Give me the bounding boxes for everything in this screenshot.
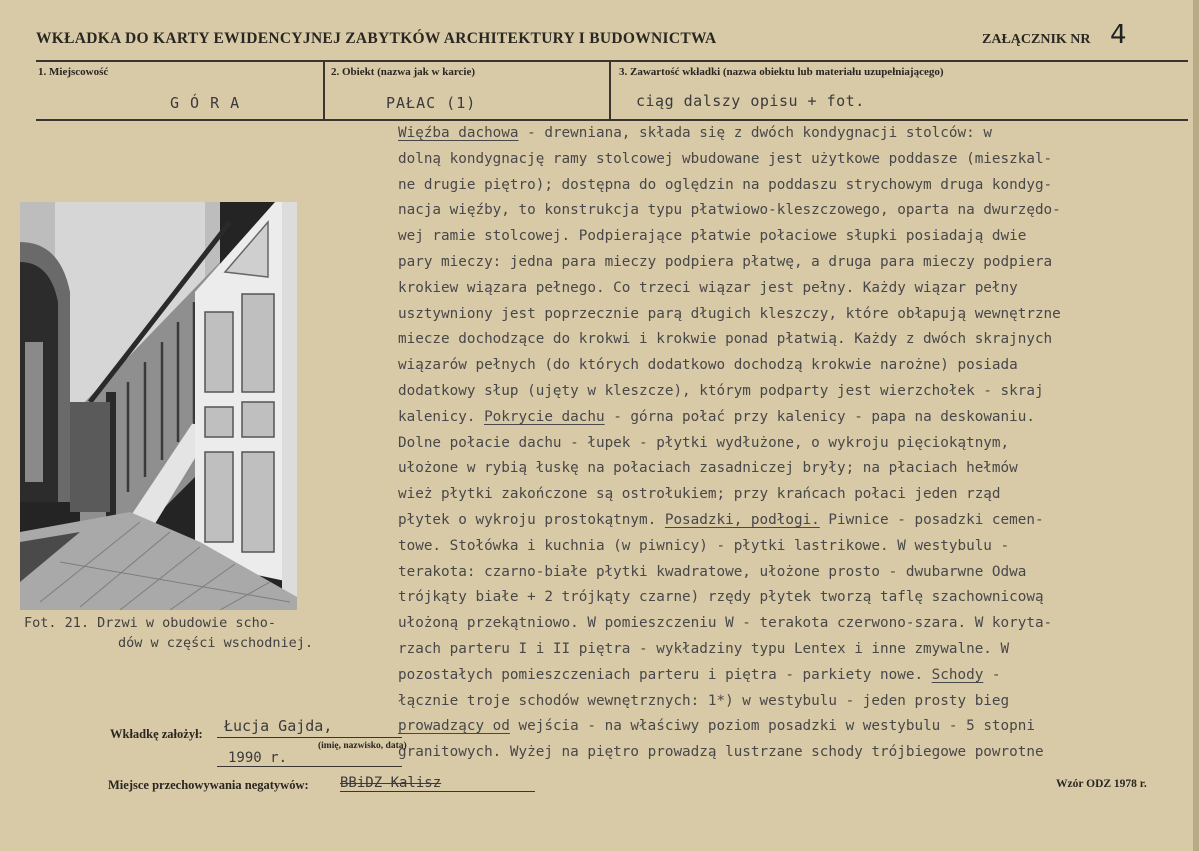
form-model: Wzór ODZ 1978 r. <box>1056 778 1147 790</box>
underlined-heading: Schody <box>931 666 984 683</box>
author-sublabel: (imię, nazwisko, data) <box>318 741 407 751</box>
underlined-heading: prowadzący od <box>398 718 510 735</box>
text-run: - górna połać przy kalenicy - papa na deskowaniu. <box>604 408 1035 425</box>
text-run: granitowych. Wyżej na piętro prowadzą lustrzane schody trójbiegowe powrotne <box>398 744 1044 761</box>
obiekt-label: 2. Obiekt (nazwa jak w karcie) <box>331 66 476 78</box>
text-run: - <box>983 666 1001 683</box>
text-run: dolną kondygnację ramy stolcowej wbudowane jest użytkowe poddasze (mieszkal- <box>398 150 1053 167</box>
text-run: terakota: czarno-białe płytki kwadratowe, ułożone prosto - dwubarwne Odwa <box>398 563 1027 580</box>
card-edge <box>1193 0 1199 851</box>
text-run: usztywniony jest poprzecznie parą długich kleszczy, które obłapują wewnętrzne <box>398 305 1061 322</box>
text-run: płytek o wykroju prostokątnym. <box>398 511 665 528</box>
text-run: wież płytki zakończone są ostrołukiem; przy krańcach połaci jeden rząd <box>398 486 1001 503</box>
negatives-value: BBiDZ Kalisz <box>340 775 442 791</box>
author-label: Wkładkę założył: <box>110 727 203 741</box>
text-run: wiązarów pełnych (do których dodatkowo dochodzą krokwie narożne) posiada <box>398 357 1018 374</box>
negatives-label: Miejsce przechowywania negatywów: <box>108 778 309 792</box>
staircase-door-photo <box>20 202 297 610</box>
header-top-rule <box>36 60 1188 62</box>
description-line <box>398 198 1173 224</box>
description-line <box>398 276 1173 302</box>
miejscowosc-value: G Ó R A <box>170 94 241 112</box>
author-name-line <box>217 737 402 738</box>
description-line <box>398 740 1173 766</box>
description-line <box>398 585 1173 611</box>
text-run: ułożone w rybią łuskę na połaciach zasadniczej bryły; na płaciach hełmów <box>398 460 1018 477</box>
underlined-heading: Więźba dachowa <box>398 125 519 141</box>
text-run: nacja więźby, to konstrukcja typu płatwiowo-kleszczowego, oparta na dwurzędo- <box>398 202 1061 219</box>
text-run: Dolne połacie dachu - łupek - płytki wydłużone, o wykroju pięciokątnym, <box>398 434 1010 451</box>
description-line <box>398 663 1173 689</box>
text-run: miecze dochodzące do krokwi i krokwie ponad płatwią. Każdy z dwóch skrajnych <box>398 331 1053 348</box>
text-run: - drewniana, składa się z dwóch kondygnacji stolców: w <box>518 125 992 141</box>
field-divider-1 <box>323 60 325 120</box>
description-line <box>398 534 1173 560</box>
description-line <box>398 173 1173 199</box>
attachment-number: 4 <box>1110 20 1127 50</box>
negatives-line <box>340 791 535 792</box>
description-line <box>398 689 1173 715</box>
description-line <box>398 121 1173 147</box>
attachment-label: ZAŁĄCZNIK NR <box>982 32 1091 47</box>
text-run: krokiew wiązara pełnego. Co trzeci wiązar jest pełny. Każdy wiązar pełny <box>398 279 1018 296</box>
text-run: rzach parteru I i II piętra - wykładziny typu Lentex i inne zmywalne. W <box>398 640 1010 657</box>
description-line <box>398 560 1173 586</box>
description-line <box>398 353 1173 379</box>
text-run: trójkąty białe + 2 trójkąty czarne) rzędy płytek tworzą taflę szachownicową <box>398 589 1044 606</box>
description-line <box>398 147 1173 173</box>
description-line <box>398 250 1173 276</box>
field-divider-2 <box>609 60 611 120</box>
description-line <box>398 508 1173 534</box>
text-run: łącznie troje schodów wewnętrznych: 1*) w westybulu - jeden prosty bieg <box>398 692 1010 709</box>
text-run: ne drugie piętro); dostępna do oględzin na poddaszu strychowym druga kondyg- <box>398 176 1053 193</box>
text-run: wejścia - na właściwy poziom posadzki w westybulu - 5 stopni <box>509 718 1035 735</box>
description-line <box>398 302 1173 328</box>
text-run: towe. Stołówka i kuchnia (w piwnicy) - płytki lastrikowe. W westybulu - <box>398 537 1010 554</box>
author-year: 1990 r. <box>228 750 288 766</box>
miejscowosc-label: 1. Miejscowość <box>38 66 109 78</box>
photo-caption-line-1: Fot. 21. Drzwi w obudowie scho- <box>24 615 276 631</box>
text-run: dodatkowy słup (ujęty w kleszcze), którym podparty jest wierzchołek - skraj <box>398 382 1044 399</box>
underlined-heading: Posadzki, podłogi. <box>664 511 820 528</box>
zawartosc-label: 3. Zawartość wkładki (nazwa obiektu lub materiału uzupełniającego) <box>619 66 944 78</box>
text-run: pozostałych pomieszczeniach parteru i piętra - parkiety nowe. <box>398 666 932 683</box>
description-line <box>398 405 1173 431</box>
card-title: WKŁADKA DO KARTY EWIDENCYJNEJ ZABYTKÓW ARCHITEKTURY I BUDOWNICTWA <box>36 30 717 47</box>
description-line <box>398 379 1173 405</box>
underlined-heading: Pokrycie dachu <box>484 408 605 425</box>
text-run: pary mieczy: jedna para mieczy podpiera płatwę, a druga para mieczy podpiera <box>398 253 1053 270</box>
description-line <box>398 714 1173 740</box>
text-run: wej ramie stolcowej. Podpierające płatwie połaciowe słupki posiadają dwie <box>398 228 1027 245</box>
description-line <box>398 224 1173 250</box>
description-line <box>398 431 1173 457</box>
obiekt-value: PAŁAC (1) <box>386 94 477 112</box>
description-line <box>398 482 1173 508</box>
description-line <box>398 637 1173 663</box>
description-text <box>398 121 1173 766</box>
text-run: kalenicy. <box>398 408 485 425</box>
description-line <box>398 456 1173 482</box>
text-run: Piwnice - posadzki cemen- <box>819 511 1044 528</box>
text-run: ułożoną przekątniowo. W pomieszczeniu W - terakota czerwono-szara. W koryta- <box>398 615 1053 632</box>
photo-caption <box>24 613 313 653</box>
photo-caption-line-2: dów w części wschodniej. <box>118 635 314 651</box>
author-year-line <box>217 766 402 767</box>
description-line <box>398 611 1173 637</box>
author-name: Łucja Gajda, <box>224 717 333 735</box>
description-line <box>398 327 1173 353</box>
zawartosc-value: ciąg dalszy opisu + fot. <box>636 92 865 110</box>
